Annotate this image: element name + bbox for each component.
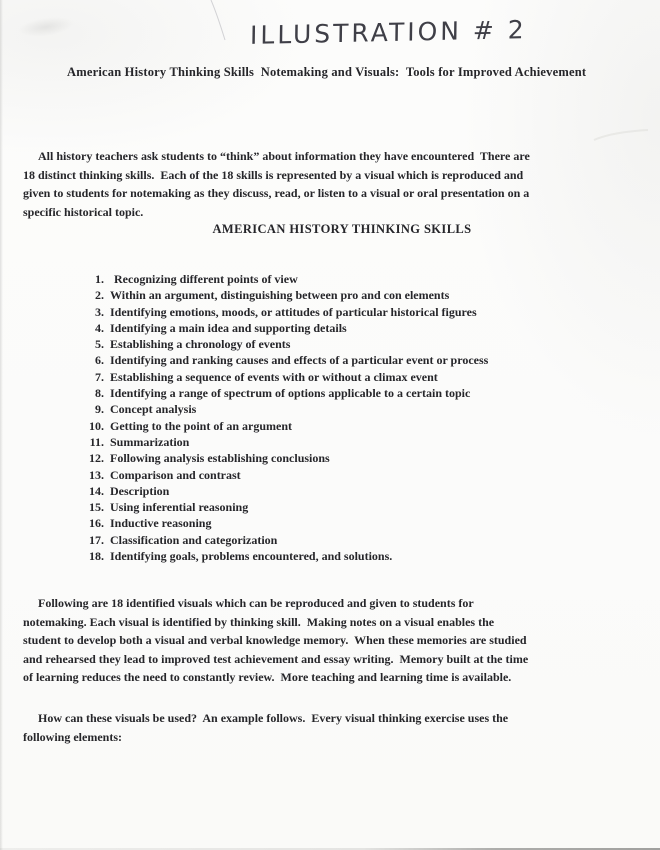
scan-edge-left: [0, 0, 3, 850]
list-item: [84, 271, 488, 287]
list-item: [84, 287, 488, 303]
paragraph-line: All history teachers ask students to “think” about information they have encountered There are: [38, 149, 530, 163]
item-number: 3.: [95, 304, 104, 319]
item-number: 6.: [95, 353, 104, 368]
document-title: American History Thinking Skills Notemaking and Visuals: Tools for Improved Achievement: [67, 65, 587, 79]
list-item: [84, 352, 488, 368]
item-number: 4.: [95, 320, 104, 335]
item-text: Recognizing different points of view: [114, 272, 298, 286]
list-item: [84, 548, 488, 564]
paragraph-line: following elements:: [23, 730, 122, 744]
item-text: Summarization: [110, 434, 190, 449]
item-text: Inductive reasoning: [110, 516, 212, 531]
list-item: [84, 450, 488, 466]
item-number: 12.: [89, 451, 104, 466]
item-number: 15.: [89, 500, 104, 515]
item-text: Identifying goals, problems encountered, and solutions.: [110, 549, 393, 564]
paragraph-line: Following are 18 identified visuals which can be reproduced and given to students for: [38, 596, 474, 610]
item-text: Within an argument, distinguishing between pro and con elements: [110, 288, 450, 303]
list-item: [84, 336, 488, 352]
item-number: 7.: [95, 369, 104, 384]
paragraph-line: 18 distinct thinking skills. Each of the 18 skills is represented by a visual which is reproduced and: [23, 167, 524, 182]
paragraph-line: How can these visuals be used? An example follows. Every visual thinking exercise uses the: [38, 711, 509, 725]
item-text: Identifying and ranking causes and effects of a particular event or process: [110, 353, 489, 368]
item-number: 8.: [95, 386, 104, 401]
paragraph-line: specific historical topic.: [23, 204, 144, 219]
list-item: [84, 499, 488, 515]
intro-paragraph: [23, 147, 530, 221]
crease-mark-right: [592, 126, 650, 148]
crease-mark-top: [205, 0, 235, 42]
list-item: [84, 320, 488, 336]
section-heading: AMERICAN HISTORY THINKING SKILLS: [212, 222, 472, 236]
item-number: 13.: [89, 467, 104, 482]
paragraph-line: student to develop both a visual and verbal knowledge memory. When these memories are studied: [23, 633, 527, 647]
item-text: Establishing a chronology of events: [110, 337, 291, 352]
item-number: 11.: [89, 434, 104, 449]
item-text: Establishing a sequence of events with or without a climax event: [110, 369, 438, 384]
item-number: 14.: [89, 483, 104, 498]
item-text: Comparison and contrast: [110, 467, 241, 482]
list-item: [84, 369, 488, 385]
item-text: Classification and categorization: [110, 532, 278, 547]
skills-list: [84, 271, 488, 564]
list-item: [84, 401, 488, 417]
paragraph-line: given to students for notemaking as they discuss, read, or listen to a visual or oral presentation on a: [23, 186, 530, 200]
item-number: 9.: [95, 402, 104, 417]
item-text: Identifying a range of spectrum of options applicable to a certain topic: [110, 386, 471, 401]
item-number: 5.: [95, 337, 104, 352]
item-text: Concept analysis: [110, 402, 197, 417]
list-item: [84, 434, 488, 450]
item-text: Identifying a main idea and supporting details: [110, 320, 347, 335]
paragraph-line: of learning reduces the need to constantly review. More teaching and learning time is available.: [23, 670, 512, 684]
explanation-paragraph: [23, 594, 528, 687]
closing-paragraph: [23, 709, 508, 747]
list-item: [84, 418, 488, 434]
item-number: 17.: [89, 532, 104, 547]
item-text: Getting to the point of an argument: [110, 418, 292, 433]
item-text: Identifying emotions, moods, or attitudes of particular historical figures: [110, 304, 477, 319]
item-text: Description: [110, 483, 170, 498]
list-item: [84, 304, 488, 320]
list-item: [84, 385, 488, 401]
list-item: [84, 483, 488, 499]
item-number: 2.: [95, 288, 104, 303]
item-number: 16.: [89, 516, 104, 531]
item-number: 10.: [89, 418, 104, 433]
list-item: [84, 467, 488, 483]
item-number: 1.: [95, 272, 104, 286]
pencil-smudge: [17, 14, 75, 40]
paragraph-line: notemaking. Each visual is identified by thinking skill. Making notes on a visual enables the: [23, 614, 495, 629]
list-item: [84, 532, 488, 548]
item-text: Following analysis establishing conclusions: [110, 451, 330, 466]
list-item: [84, 515, 488, 531]
item-number: 18.: [89, 549, 104, 564]
paragraph-line: and rehearsed they lead to improved test achievement and essay writing. Memory built at the time: [23, 651, 529, 666]
handwritten-title: ILLUSTRATION # 2: [249, 15, 527, 50]
item-text: Using inferential reasoning: [110, 500, 249, 515]
